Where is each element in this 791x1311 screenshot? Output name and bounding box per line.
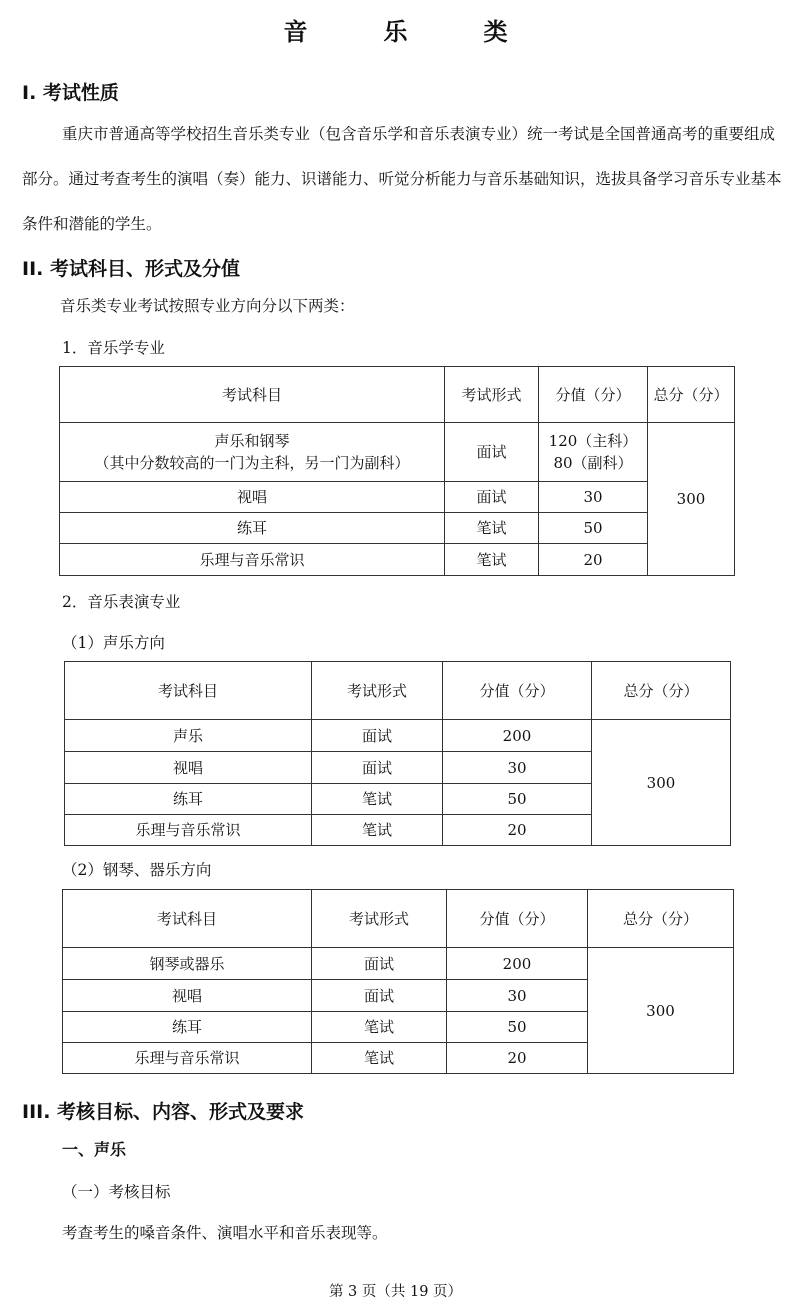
- header-form: 考试形式: [312, 890, 447, 948]
- cell-score: [539, 423, 648, 482]
- section-1-heading: I. 考试性质: [22, 82, 119, 104]
- cell-subject: 练耳: [65, 784, 312, 815]
- header-score: 分值（分）: [539, 367, 648, 423]
- table-header-row: [63, 890, 734, 948]
- cell-score: 30: [539, 482, 648, 513]
- subheading-instrument: （2）钢琴、器乐方向: [62, 861, 212, 879]
- cell-form: 笔试: [445, 544, 539, 576]
- table-instrument: [62, 889, 734, 1074]
- table-header-row: [60, 367, 735, 423]
- table-row: [63, 948, 734, 980]
- cell-subject: 视唱: [63, 980, 312, 1012]
- cell-subject: 视唱: [65, 752, 312, 784]
- subheading-vocal: （1）声乐方向: [62, 634, 165, 652]
- cell-score: 200: [447, 948, 588, 980]
- header-total: 总分（分）: [592, 662, 731, 720]
- cell-subject: [60, 423, 445, 482]
- cell-score: 20: [447, 1043, 588, 1074]
- cell-total: 300: [588, 948, 734, 1074]
- header-total: 总分（分）: [648, 367, 735, 423]
- cell-score: 20: [443, 815, 592, 846]
- section-1-paragraph: [22, 112, 782, 247]
- cell-form: 面试: [312, 720, 443, 752]
- cell-score: 50: [539, 513, 648, 544]
- cell-subject-line2: （其中分数较高的一门为主科，另一门为副科）: [94, 454, 410, 472]
- cell-subject: 乐理与音乐常识: [60, 544, 445, 576]
- cell-score-line1: 120（主科）: [548, 432, 638, 450]
- header-score: 分值（分）: [447, 890, 588, 948]
- cell-score: 20: [539, 544, 648, 576]
- cell-form: 笔试: [312, 1043, 447, 1074]
- cell-subject: 声乐: [65, 720, 312, 752]
- table-header-row: [65, 662, 731, 720]
- cell-form: 面试: [312, 752, 443, 784]
- cell-form: 笔试: [312, 815, 443, 846]
- section-2-heading: II. 考试科目、形式及分值: [22, 258, 240, 280]
- table-row: [60, 544, 735, 576]
- header-subject: 考试科目: [65, 662, 312, 720]
- cell-score: 200: [443, 720, 592, 752]
- cell-total: 300: [592, 720, 731, 846]
- cell-score: 30: [447, 980, 588, 1012]
- section-3-subheading: 一、声乐: [62, 1140, 127, 1159]
- cell-subject: 练耳: [60, 513, 445, 544]
- header-subject: 考试科目: [63, 890, 312, 948]
- cell-subject: 乐理与音乐常识: [63, 1043, 312, 1074]
- cell-form: 面试: [312, 980, 447, 1012]
- header-form: 考试形式: [312, 662, 443, 720]
- section-3-heading: III. 考核目标、内容、形式及要求: [22, 1101, 305, 1123]
- cell-score-line2: 80（副科）: [553, 454, 633, 472]
- cell-subject: 乐理与音乐常识: [65, 815, 312, 846]
- cell-subject-line1: 声乐和钢琴: [214, 432, 290, 450]
- subheading-musicology: 1．音乐学专业: [62, 339, 165, 357]
- cell-subject: 视唱: [60, 482, 445, 513]
- table-row: [65, 720, 731, 752]
- cell-form: 面试: [445, 482, 539, 513]
- page-footer: 第 3 页（共 19 页）: [328, 1284, 463, 1300]
- table-vocal: [64, 661, 731, 846]
- cell-form: 面试: [312, 948, 447, 980]
- subheading-performance: 2．音乐表演专业: [62, 593, 181, 611]
- cell-subject: 钢琴或器乐: [63, 948, 312, 980]
- table-row: [60, 423, 735, 482]
- section-3-paragraph: 考查考生的嗓音条件、演唱水平和音乐表现等。: [62, 1224, 388, 1242]
- cell-score: 50: [443, 784, 592, 815]
- header-form: 考试形式: [445, 367, 539, 423]
- cell-form: 笔试: [445, 513, 539, 544]
- cell-form: 笔试: [312, 784, 443, 815]
- cell-form: 笔试: [312, 1012, 447, 1043]
- cell-score: 50: [447, 1012, 588, 1043]
- cell-form: 面试: [445, 423, 539, 482]
- section-2-intro: 音乐类专业考试按照专业方向分以下两类：: [60, 297, 355, 315]
- cell-total: 300: [648, 423, 735, 576]
- header-score: 分值（分）: [443, 662, 592, 720]
- section-1-text: 重庆市普通高等学校招生音乐类专业（包含音乐学和音乐表演专业）统一考试是全国普通高考的重要组成部分。通过考查考生的演唱（奏）能力、识谱能力、听觉分析能力与音乐基础知识，选拔具备学习音乐专业基本条件和潜能的学生。: [22, 125, 782, 233]
- header-subject: 考试科目: [60, 367, 445, 423]
- page-title: 音 乐 类: [283, 18, 534, 46]
- table-row: [60, 513, 735, 544]
- cell-subject: 练耳: [63, 1012, 312, 1043]
- table-musicology: [59, 366, 735, 576]
- header-total: 总分（分）: [588, 890, 734, 948]
- cell-score: 30: [443, 752, 592, 784]
- section-3-subsubheading: （一）考核目标: [62, 1183, 171, 1201]
- table-row: [60, 482, 735, 513]
